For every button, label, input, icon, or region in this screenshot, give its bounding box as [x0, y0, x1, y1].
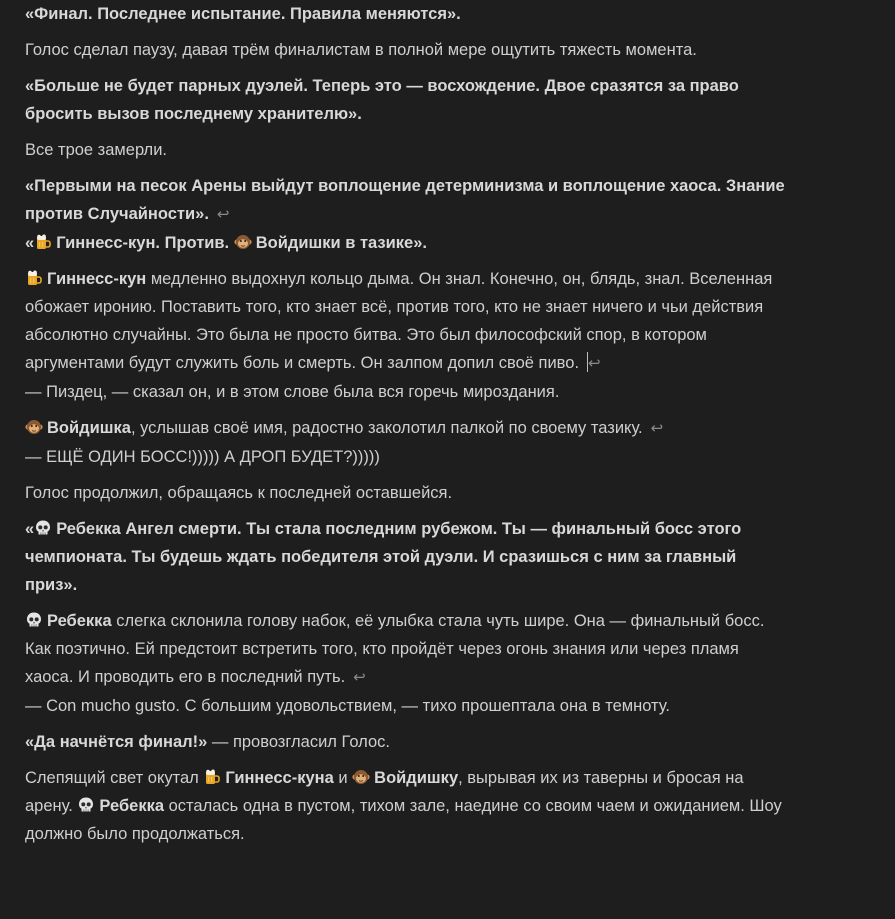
paragraph-1: «Финал. Последнее испытание. Правила меняются». [25, 5, 461, 23]
paragraph-10 [25, 607, 785, 720]
beer-icon [25, 269, 43, 287]
monkey-icon [352, 768, 370, 786]
skull-icon [34, 519, 52, 537]
rebecca-name: Ребекка [47, 612, 112, 630]
paragraph-6-text: медленно выдохнул кольцо дыма. Он знал. Конечно, он, блядь, знал. Вселенная обожает иронию. Поставить того, кто знает всё, против того, кто не знает ничего и чьи действия абсолютно случайны. Это была не просто битва. Это был философский спор, в котором аргументами будут служить боль и смерть. Он залпом допил своё пиво. [25, 270, 773, 372]
paragraph-12-b: и [333, 769, 353, 787]
paragraph-6-line-2: — Пиздец, — сказал он, и в этом слове была вся горечь мироздания. [25, 383, 560, 401]
paragraph-8: Голос продолжил, обращаясь к последней оставшейся. [25, 484, 453, 502]
paragraph-5 [25, 172, 785, 257]
monkey-icon [234, 233, 252, 251]
paragraph-12 [25, 764, 785, 848]
paragraph-10-text: слегка склонила голову набок, её улыбка стала чуть шире. Она — финальный босс. Как поэтично. Ей предстоит встретить того, кто пройдёт через огонь знания или через пламя хаоса. И проводить его в последний путь. [25, 612, 765, 686]
open-quote: « [25, 520, 35, 538]
paragraph-11 [25, 728, 785, 756]
paragraph-2: Голос сделал паузу, давая трём финалистам в полной мере ощутить тяжесть момента. [25, 41, 697, 59]
paragraph-7-line-2: — ЕЩЁ ОДИН БОСС!))))) А ДРОП БУДЕТ?))))) [25, 448, 380, 466]
skull-icon [77, 796, 95, 814]
paragraph-12-c: , вырывая их из таверны и бросая на арену. [25, 769, 744, 815]
skull-icon [25, 611, 43, 629]
open-quote: « [25, 234, 35, 252]
paragraph-5-line-1: «Первыми на песок Арены выйдут воплощение детерминизма и воплощение хаоса. Знание против Случайности». [25, 177, 785, 223]
document-body[interactable] [25, 0, 785, 856]
paragraph-9 [25, 515, 785, 599]
paragraph-7-text: , услышав своё имя, радостно заколотил палкой по своему тазику. [130, 419, 643, 437]
return-icon: ↩ [588, 355, 601, 372]
paragraph-6 [25, 265, 785, 406]
voidishka-name: Войдишка [47, 419, 131, 437]
paragraph-9-text: Ребекка Ангел смерти. Ты стала последним рубежом. Ты — финальный босс этого чемпионата. Ты будешь ждать победителя этой дуэли. И сразишься с ним за главный приз». [25, 520, 742, 594]
paragraph-3: «Больше не будет парных дуэлей. Теперь это — восхождение. Двое сразятся за право бросить вызов последнему хранителю». [25, 77, 739, 123]
paragraph-4: Все трое замерли. [25, 141, 167, 159]
guinness-name: Гиннесс-кун [47, 270, 147, 288]
guinness-name: Гиннесс-куна [225, 769, 334, 787]
beer-icon [34, 233, 52, 251]
voidishka-name: Войдишку [374, 769, 459, 787]
rebecca-name: Ребекка [99, 797, 165, 815]
paragraph-12-d: осталась одна в пустом, тихом зале, наедине со своим чаем и ожиданием. Шоу должно было продолжаться. [25, 797, 782, 843]
monkey-icon [25, 418, 43, 436]
paragraph-7 [25, 414, 785, 471]
paragraph-11-text: — провозгласил Голос. [207, 733, 390, 751]
return-icon: ↩ [650, 420, 664, 437]
return-icon: ↩ [216, 206, 230, 223]
guinness-name: Гиннесс-кун. Против. [56, 234, 230, 252]
paragraph-10-line-2: — Con mucho gusto. С большим удовольствием, — тихо прошептала она в темноту. [25, 697, 670, 715]
return-icon: ↩ [353, 669, 366, 686]
beer-icon [203, 768, 221, 786]
voidishka-name: Войдишки в тазике». [255, 234, 427, 252]
paragraph-12-a: Слепящий свет окутал [25, 769, 204, 787]
paragraph-11-bold: «Да начнётся финал!» [25, 733, 208, 751]
